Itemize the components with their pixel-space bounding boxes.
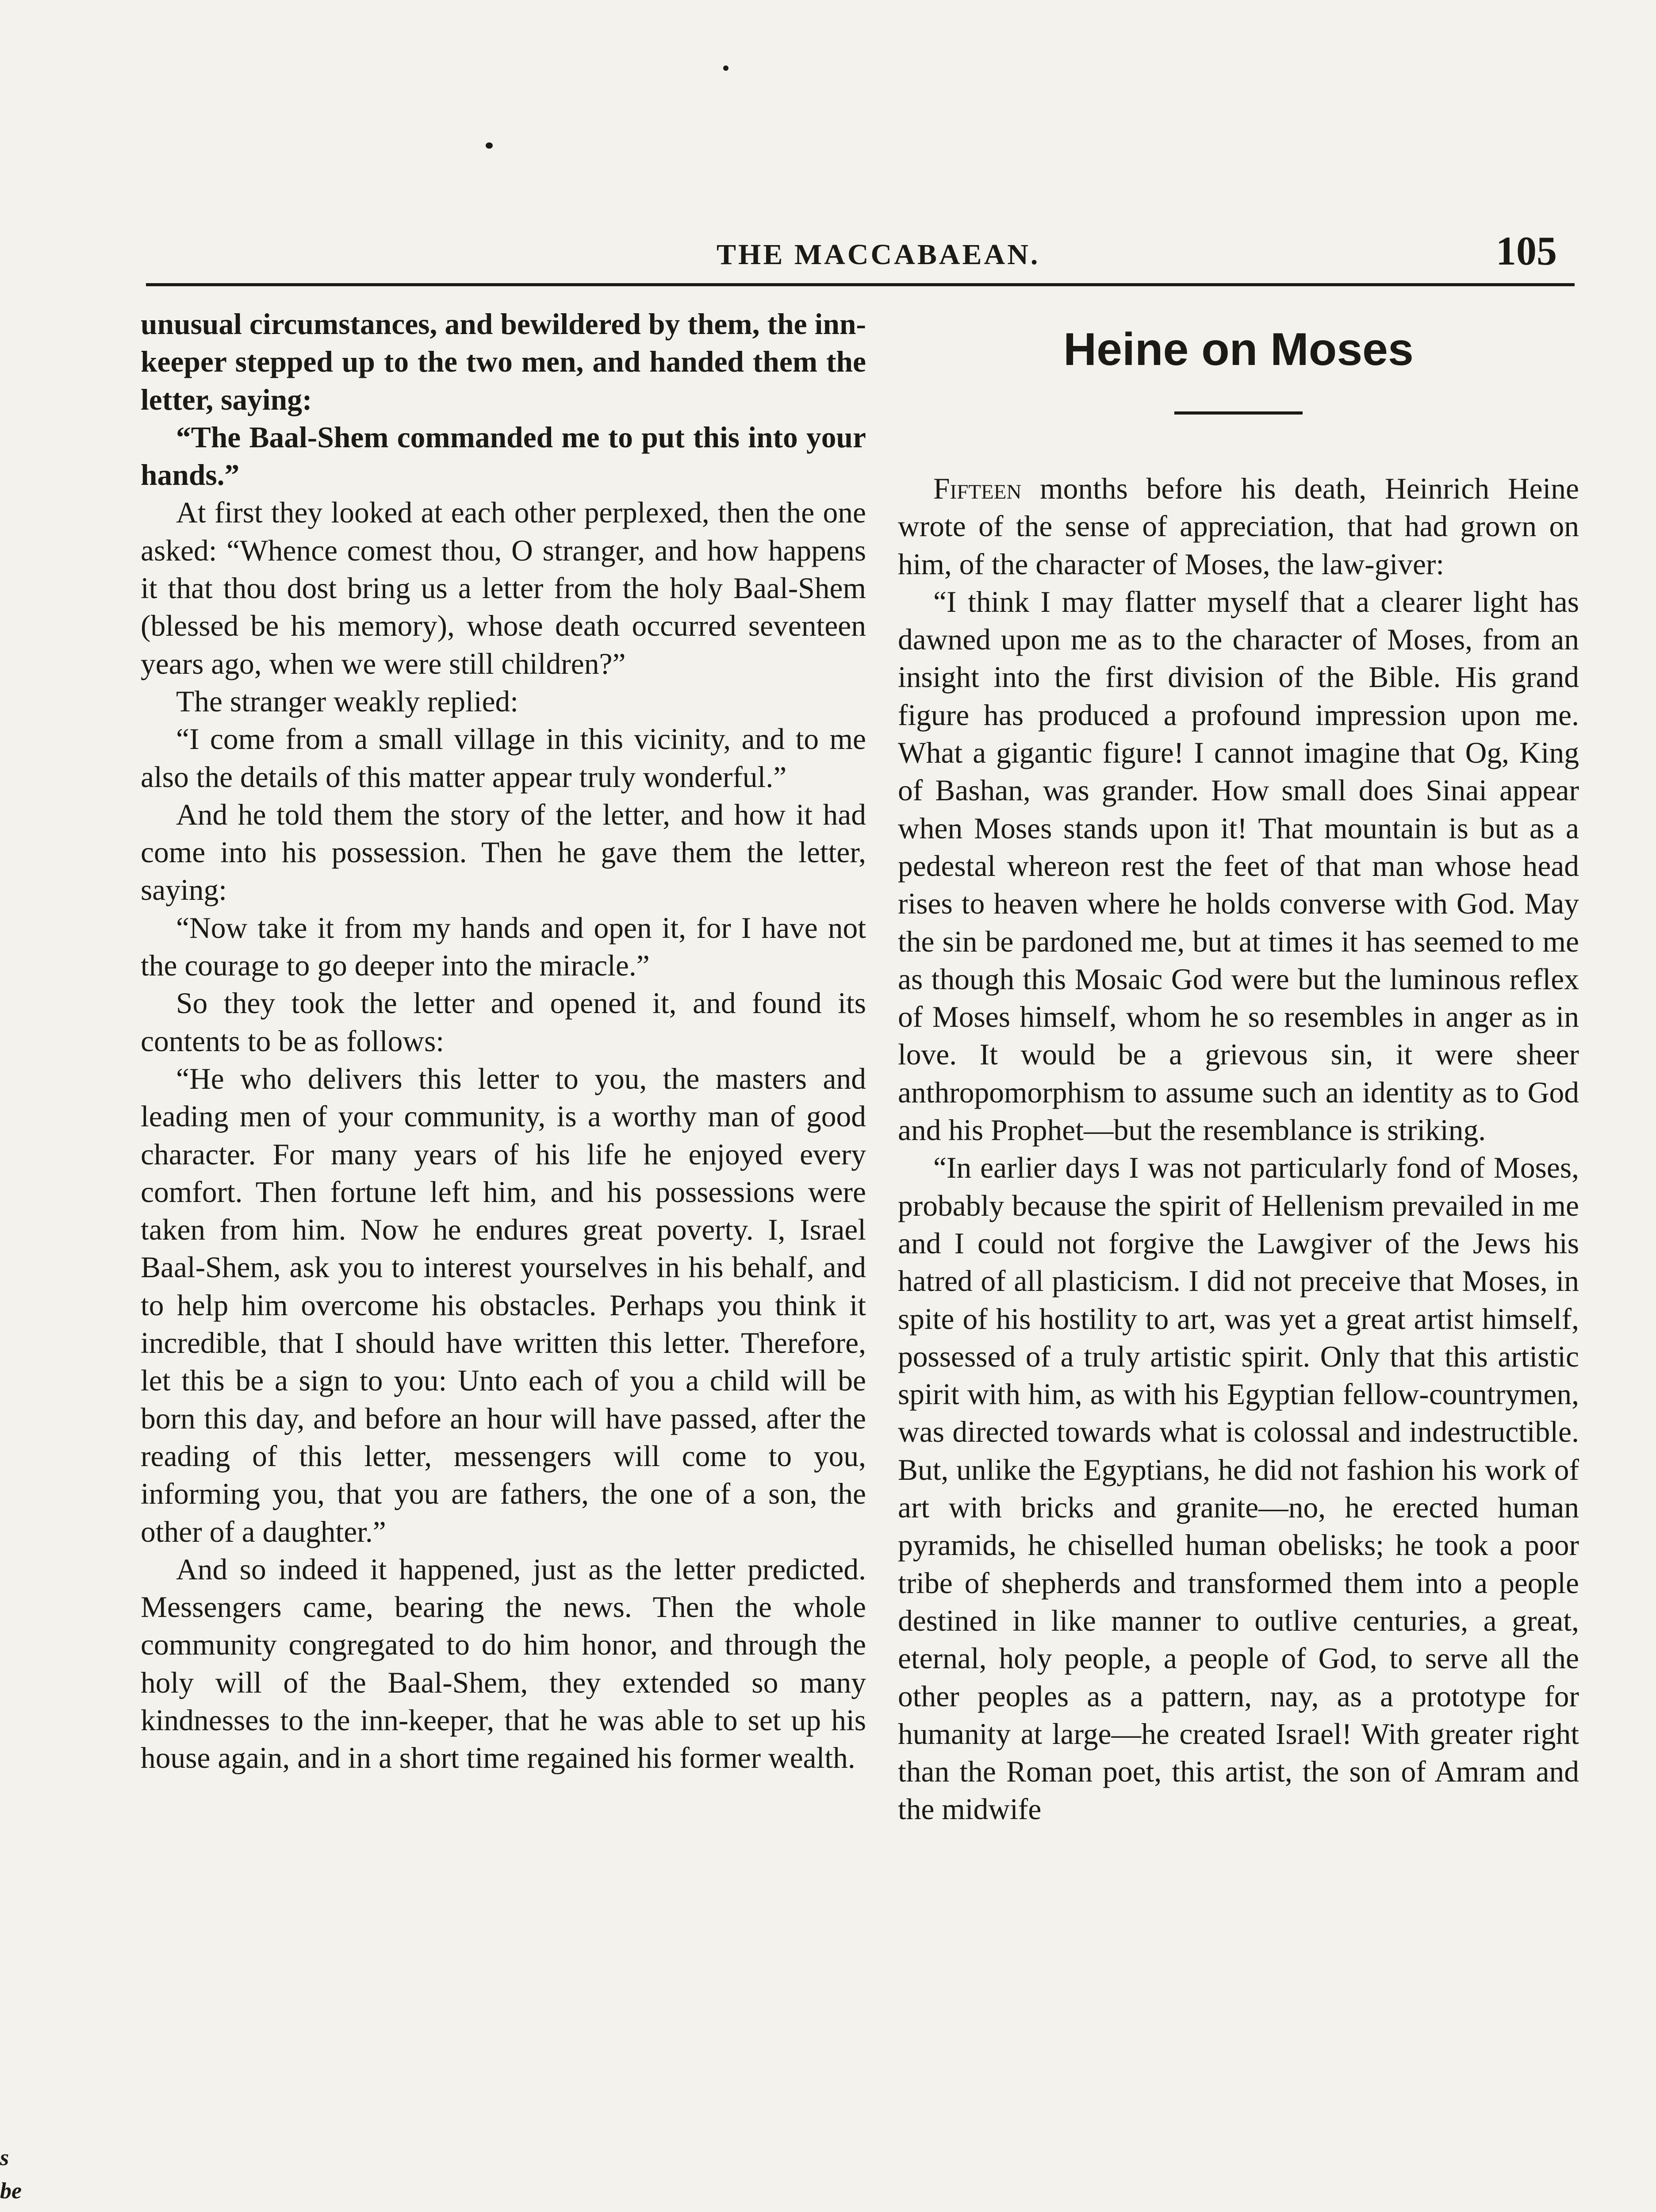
running-title: THE MACCABAEAN. — [717, 238, 1040, 271]
page-header — [146, 230, 1575, 286]
paragraph: And so indeed it happened, just as the letter predicted. Messengers came, bearing the news. Then the whole community congregated to do him honor, and through the holy will of the Baal-Shem, they extended so many kindnesses to the inn-keeper, that he was able to set up his house again, and in a short time regained his former wealth. — [141, 1552, 866, 1775]
paragraph: “In earlier days I was not particularly fond of Moses, probably because the spirit of Hellenism prevailed in me and I could not forgive the Lawgiver of the Jews his hatred of all plasticism. I did not preceive that Moses, in spite of his hostility to art, was yet a great artist himself, possessed of a truly artistic spirit. Only that this artistic spirit with him, as with his Egyptian fellow-countrymen, was directed towards what is colossal and indestructible. But, unlike the Egyptians, he did not fashion his work of art with bricks and granite—no, he erected human pyramids, he chiselled human obelisks; he took a poor tribe of shepherds and transformed them into a people destined in like manner to outlive centuries, a great, eternal, holy people, a people of God, to serve all the other peoples as a pattern, nay, as a prototype for humanity at large—he created Israel! With greater right than the Roman poet, this artist, the son of Amram and the midwife — [898, 1151, 1579, 1826]
paragraph — [898, 470, 1579, 583]
left-column — [141, 305, 866, 1777]
paragraph: And he told them the story of the letter, and how it had come into his possession. Then he gave them the letter, saying: — [141, 798, 866, 907]
ink-speck-upper — [486, 142, 493, 149]
paragraph: At first they looked at each other perplexed, then the one asked: “Whence comest thou, O stranger, and how happens it that thou dost bring us a letter from the holy Baal-Shem (blessed be his memory), whose death occurred seventeen years ago, when we were still children?” — [141, 496, 866, 680]
right-column — [898, 305, 1579, 1828]
page-number: 105 — [1496, 228, 1557, 273]
ink-speck-top — [723, 65, 728, 71]
paragraph: “I think I may flatter myself that a clearer light has dawned upon me as to the character of Moses, from an insight into the first division of the Bible. His grand figure has produced a profound impression upon me. What a gigantic figure! I cannot imagine that Og, King of Bashan, was grander. How small does Sinai appear when Moses stands upon it! That mountain is but as a pedestal whereon rest the feet of that man whose head rises to heaven where he holds converse with God. May the sin be pardoned me, but at times it has seemed to me as though this Mosaic God were but the luminous reflex of Moses himself, whom he so resembles in anger as in love. It would be a grievous sin, it were sheer anthropomorphism to assume such an identity as to God and his Prophet—but the resemblance is striking. — [898, 585, 1579, 1147]
paragraph: unusual circumstances, and bewildered by them, the inn-keeper stepped up to the two men, and handed them the letter, saying: — [141, 307, 866, 416]
paragraph: “The Baal-Shem commanded me to put this into your hands.” — [141, 420, 866, 492]
paragraph: So they took the letter and opened it, and found its contents to be as follows: — [141, 987, 866, 1058]
margin-annotation — [0, 2141, 31, 2212]
paragraph: The stranger weakly replied: — [176, 684, 519, 718]
margin-mark-line: be — [0, 2178, 22, 2204]
margin-mark-line — [0, 2208, 31, 2212]
paragraph-text: months before his death, Heinrich Heine wrote of the sense of appreciation, that had grown on him, of the character of Moses, the law-giver: — [898, 472, 1579, 581]
title-rule — [1174, 411, 1303, 415]
lead-word: Fifteen — [933, 472, 1022, 505]
paragraph: “He who delivers this letter to you, the masters and leading men of your community, is a worthy man of good character. For many years of his life he enjoyed every comfort. Then fortune left him, and his possessions were taken from him. Now he endures great poverty. I, Israel Baal-Shem, ask you to interest yourselves in his behalf, and to help him overcome his obstacles. Perhaps you think it incredible, that I should have written this letter. Therefore, let this be a sign to you: Unto each of you a child will be born this day, and before an hour will have passed, after the reading of this letter, messengers will come to you, informing you, that you are fathers, the one of a son, the other of a daughter.” — [141, 1062, 866, 1548]
margin-mark-line: s — [0, 2145, 9, 2170]
article-title: Heine on Moses — [1063, 324, 1414, 375]
paragraph: “Now take it from my hands and open it, for I have not the courage to go deeper into the miracle.” — [141, 911, 866, 983]
paragraph: “I come from a small village in this vicinity, and to me also the details of this matter appear truly wonderful.” — [141, 722, 866, 794]
